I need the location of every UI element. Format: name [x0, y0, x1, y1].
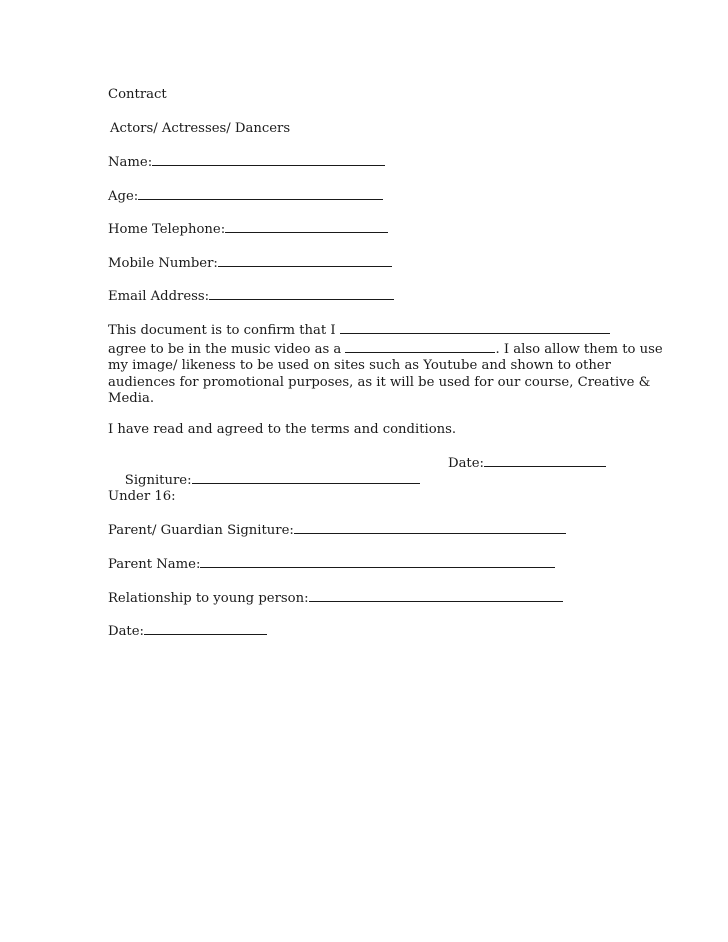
under16-date-label: Date: [108, 624, 144, 639]
age-field [108, 187, 383, 205]
relationship-blank [309, 589, 563, 602]
agreement-statement: I have read and agreed to the terms and conditions. [108, 422, 457, 437]
date-blank [484, 454, 606, 467]
signature-blank [192, 471, 420, 484]
name-label: Name: [108, 155, 153, 170]
home-telephone-blank [225, 220, 388, 233]
guardian-signature-field [108, 521, 566, 539]
signature-field [125, 473, 420, 488]
date-label: Date: [448, 456, 484, 471]
mobile-number-blank [218, 254, 392, 267]
home-telephone-label: Home Telephone: [108, 222, 226, 237]
name-field [108, 153, 385, 171]
mobile-number-field [108, 254, 392, 272]
consent-paragraph [108, 321, 663, 408]
email-address-label: Email Address: [108, 289, 210, 304]
guardian-signature-blank [294, 521, 566, 534]
signature-label: Signiture: [124, 473, 192, 488]
age-blank [138, 187, 383, 200]
guardian-signature-label: Parent/ Guardian Signiture: [108, 523, 294, 538]
email-address-field [108, 287, 394, 305]
age-label: Age: [108, 189, 139, 204]
under16-date-blank [144, 622, 267, 635]
document-title: Contract [108, 87, 167, 102]
name-blank [152, 153, 385, 166]
parent-name-label: Parent Name: [108, 557, 201, 572]
role-blank [345, 340, 495, 353]
signature-date-row [108, 454, 608, 523]
under16-heading: Under 16: [108, 489, 176, 504]
relationship-label: Relationship to young person: [108, 591, 309, 606]
parent-name-blank [200, 555, 555, 568]
parent-name-field [108, 555, 555, 573]
email-address-blank [209, 287, 394, 300]
consent-line-3: my image/ likeness to be used on sites such as Youtube and shown to other [108, 358, 611, 374]
date-field [448, 454, 606, 472]
performer-name-blank [340, 321, 610, 334]
consent-line-1: This document is to confirm that I [108, 321, 608, 340]
consent-line-4: audiences for promotional purposes, as it will be used for our course, Creative & [108, 374, 651, 390]
consent-line-2: agree to be in the music video as a . I also allow them to use [108, 341, 663, 357]
mobile-number-label: Mobile Number: [108, 256, 218, 271]
under16-date-field [108, 622, 267, 640]
relationship-field [108, 589, 563, 607]
document-subtitle: Actors/ Actresses/ Dancers [110, 121, 291, 136]
consent-line-5: Media. [108, 391, 155, 407]
home-telephone-field [108, 220, 388, 238]
